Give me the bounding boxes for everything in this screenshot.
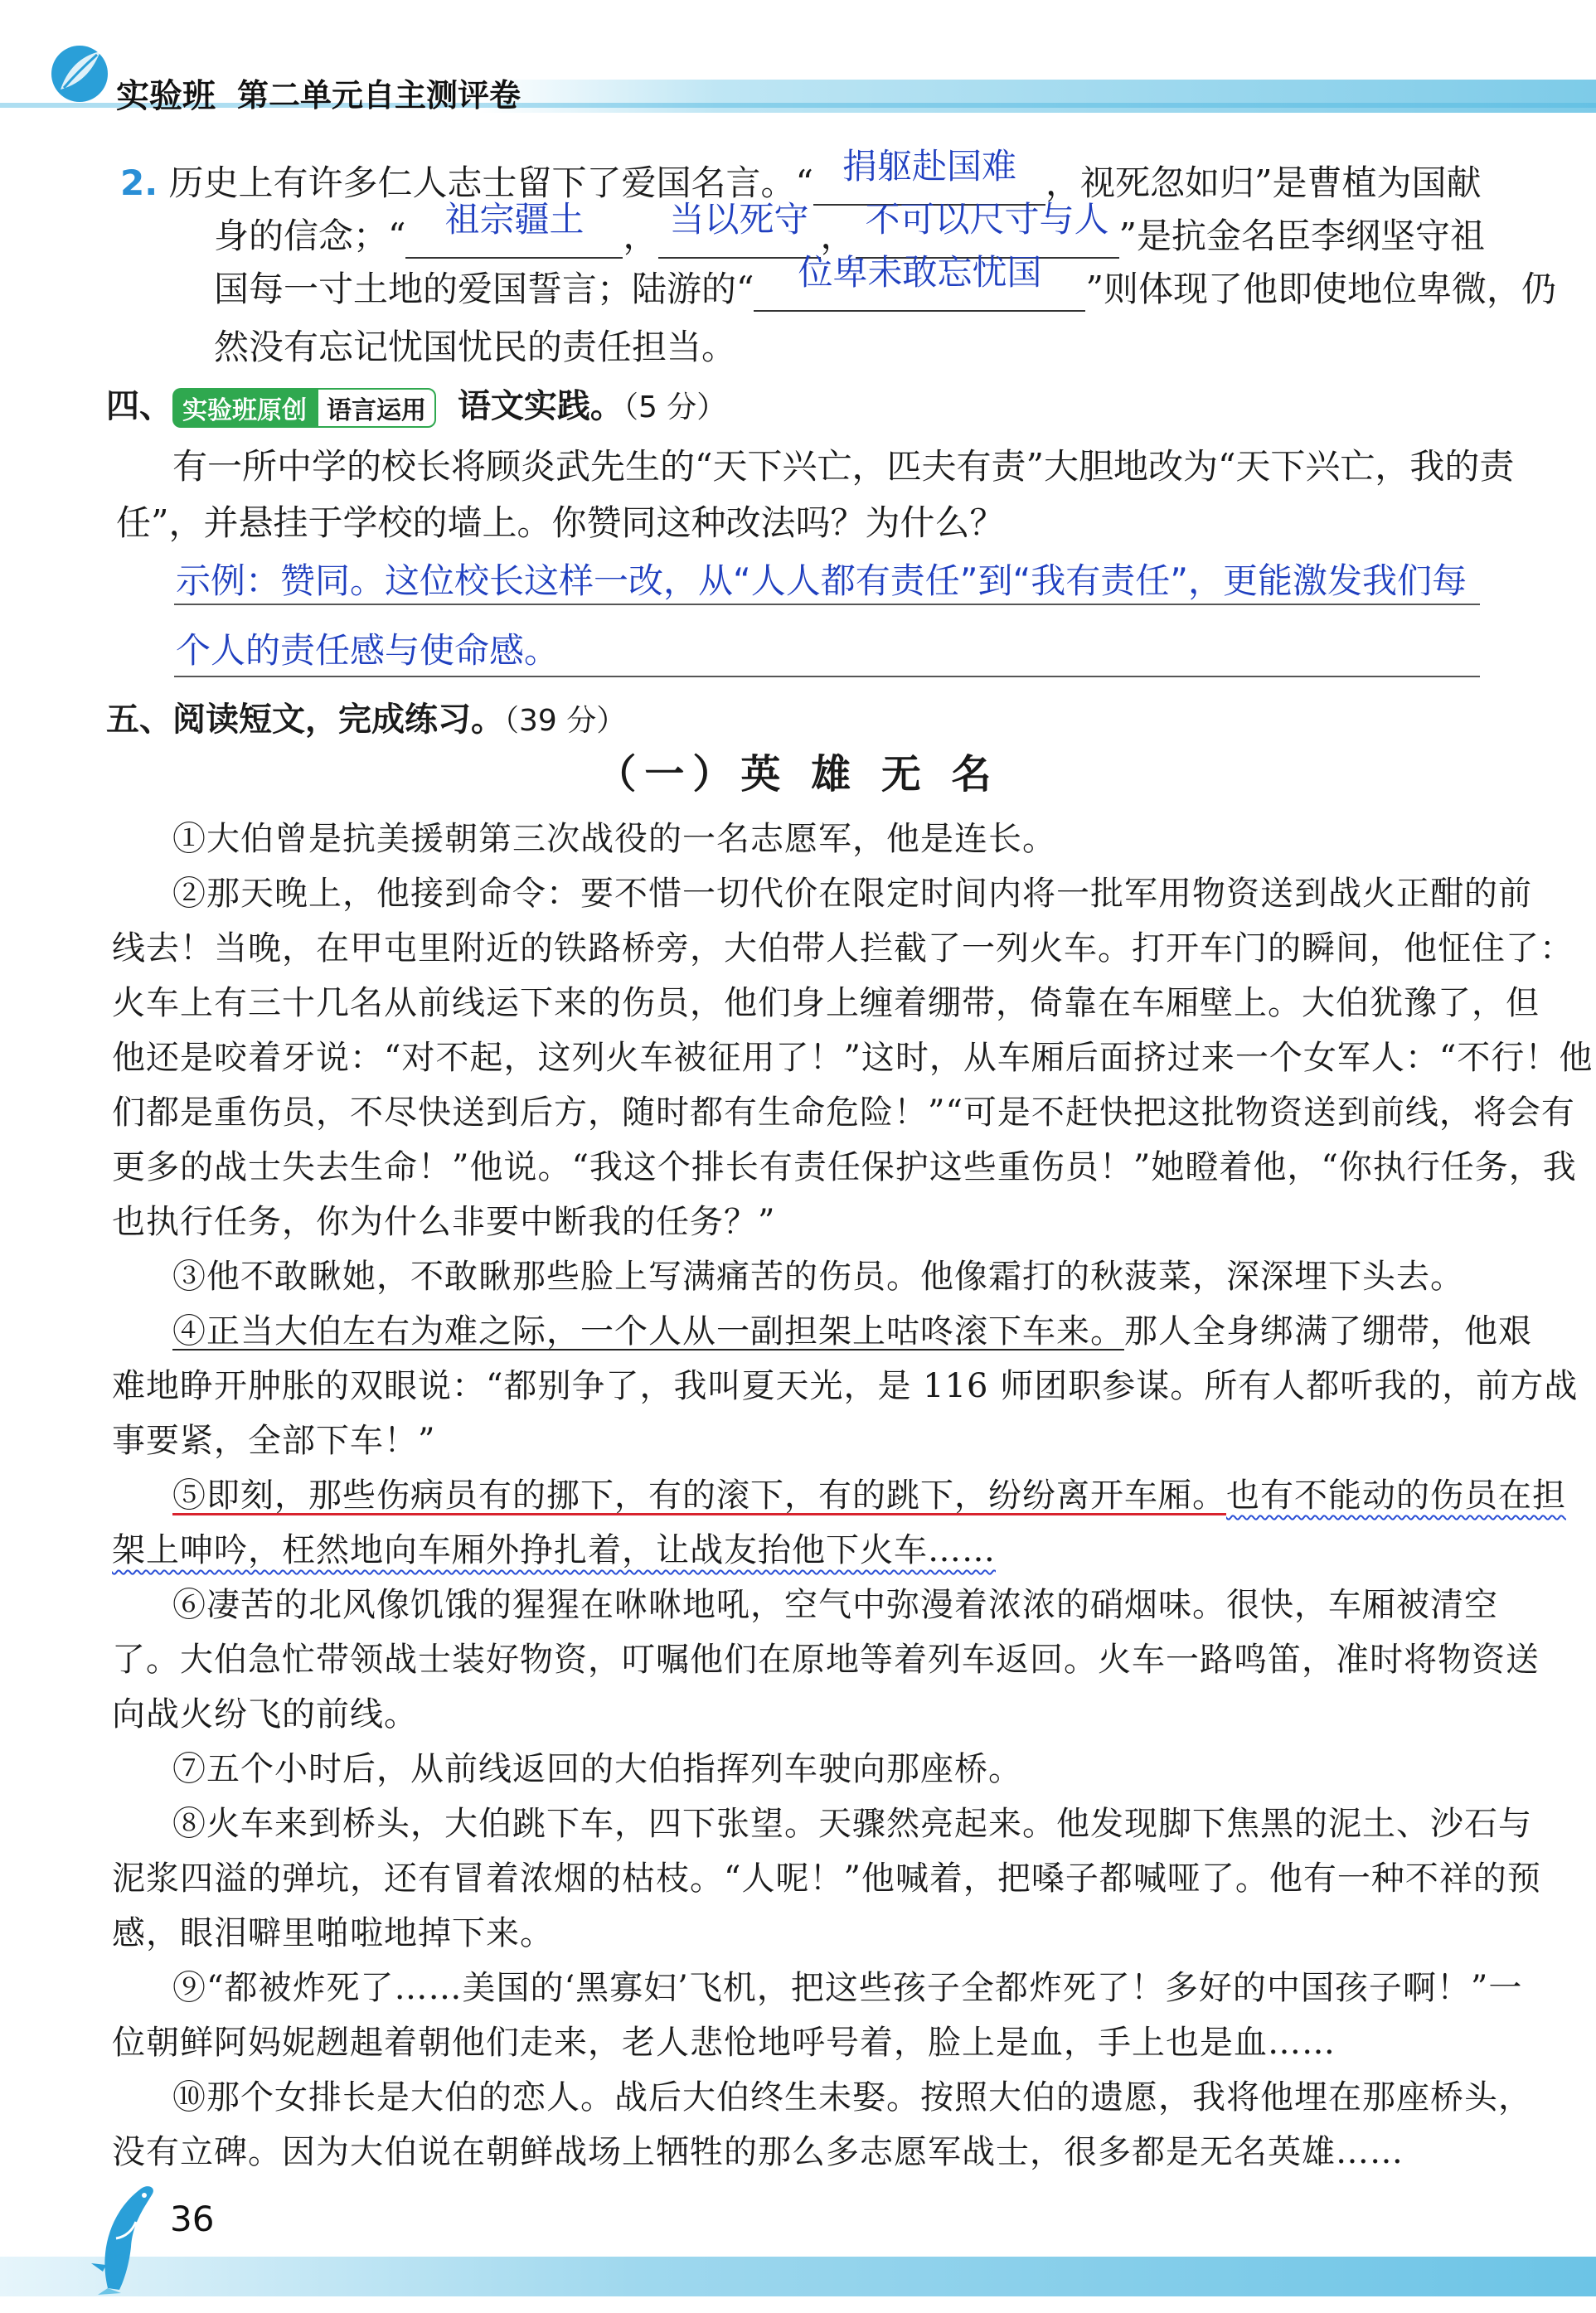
- passage-line: ⑩那个女排长是大伯的恋人。战后大伯终生未娶。按照大伯的遗愿，我将他埋在那座桥头，: [172, 2078, 1532, 2117]
- passage-line: 向战火纷飞的前线。: [112, 1695, 418, 1734]
- section4-score: （5 分）: [623, 390, 727, 424]
- underlined-sentence: ④正当大伯左右为难之际，一个人从一副担架上咕咚滚下车来。: [172, 1312, 1124, 1350]
- q2-text: 历史上有许多仁人志士留下了爱国名言。“: [168, 162, 814, 203]
- q2-answer-3: 当以死守: [669, 199, 809, 240]
- leaf-logo-icon: [46, 40, 114, 108]
- q2-answer-5: 位卑未敢忘忧国: [798, 252, 1042, 293]
- section4-answer-line-2: 个人的责任感与使命感。: [176, 630, 560, 671]
- passage-line: 位朝鲜阿妈妮趔趄着朝他们走来，老人悲怆地呼号着，脸上是血，手上也是血……: [112, 2024, 1336, 2062]
- section4-title: 语文实践。: [457, 387, 623, 425]
- passage-line: 也执行任务，你为什么非要中断我的任务？”: [112, 1203, 776, 1241]
- passage-text: 那人全身绑满了绷带，他艰: [1124, 1312, 1532, 1350]
- passage-line: [172, 1469, 1566, 1516]
- q2-text: ”则体现了他即使地位卑微，仍: [1085, 269, 1556, 309]
- q2-answer-4: 不可以尺寸与人: [865, 199, 1109, 240]
- section5-score: （39 分）: [504, 704, 627, 738]
- passage-line: 线去！当晚，在甲屯里附近的铁路桥旁，大伯带人拦截了一列火车。打开车门的瞬间，他怔住了：: [112, 929, 1574, 967]
- dolphin-icon: [83, 2172, 166, 2296]
- section4-label: 四、: [106, 387, 172, 425]
- passage-title: （一）英 雄 无 名: [596, 751, 1000, 798]
- passage-line: 没有立碑。因为大伯说在朝鲜战场上牺牲的那么多志愿军战士，很多都是无名英雄……: [112, 2133, 1404, 2171]
- q2-text: ，: [820, 216, 856, 256]
- q2-text: ”是抗金名臣李纲坚守祖: [1118, 216, 1485, 256]
- section4-question-line-1: 有一所中学的校长将顾炎武先生的“天下兴亡，匹夫有责”大胆地改为“天下兴亡，我的责: [172, 446, 1515, 487]
- q2-blank-5[interactable]: [754, 252, 1085, 312]
- passage-line: 们都是重伤员，不尽快送到后方，随时都有生命危险！”“可是不赶快把这批物资送到前线，将会有: [112, 1093, 1575, 1132]
- wavy-underlined-sentence: 架上呻吟，枉然地向车厢外挣扎着，让战友抬他下火车……: [112, 1531, 996, 1569]
- passage-line: 难地睁开肿胀的双眼说：“都别争了，我叫夏天光，是 116 师团职参谋。所有人都听我的，前方战: [112, 1367, 1579, 1405]
- passage-line: [172, 1305, 1532, 1352]
- passage-line: ⑨“都被炸死了……美国的‘黑寡妇’飞机，把这些孩子全都炸死了！多好的中国孩子啊！”一: [172, 1969, 1523, 2007]
- passage-line: ⑦五个小时后，从前线返回的大伯指挥列车驶向那座桥。: [172, 1750, 1022, 1788]
- q2-blank-2[interactable]: [405, 199, 623, 259]
- section5-heading: [106, 693, 626, 740]
- q2-line-4: 然没有忘记忧国忧民的责任担当。: [214, 327, 737, 367]
- passage-line: ⑧火车来到桥头，大伯跳下车，四下张望。天骤然亮起来。他发现脚下焦黑的泥土、沙石与: [172, 1805, 1532, 1843]
- q2-text: 身的信念；“: [214, 216, 406, 256]
- section4-answer-line-1: 示例：赞同。这位校长这样一改，从“人人都有责任”到“我有责任”，更能激发我们每: [176, 560, 1467, 601]
- section4-heading: [106, 380, 726, 428]
- passage-line: [112, 1524, 996, 1571]
- wavy-underlined-sentence: 也有不能动的伤员在担: [1226, 1477, 1566, 1515]
- passage-line: 泥浆四溢的弹坑，还有冒着浓烟的枯枝。“人呢！”他喊着，把嗓子都喊哑了。他有一种不祥的预: [112, 1860, 1541, 1898]
- header-brand: 实验班: [116, 77, 216, 115]
- page-number: 36: [170, 2199, 215, 2239]
- answer-rule-1: [174, 604, 1480, 605]
- passage-line: 事要紧，全部下车！”: [112, 1422, 436, 1460]
- section4-question-line-2: 任”，并悬挂于学校的墙上。你赞同这种改法吗？为什么？: [116, 502, 1005, 543]
- red-underlined-sentence: ⑤即刻，那些伤病员有的挪下，有的滚下，有的跳下，纷纷离开车厢。: [172, 1477, 1226, 1515]
- answer-rule-2: [174, 676, 1480, 677]
- q2-line-3: [214, 252, 1574, 312]
- q2-text: ，视死忽如归”是曹植为国献: [1045, 162, 1482, 203]
- q2-text: ，: [623, 216, 658, 256]
- passage-line: 火车上有三十几名从前线运下来的伤员，他们身上缠着绷带，倚靠在车厢壁上。大伯犹豫了，但: [112, 984, 1540, 1022]
- section5-label: 五、阅读短文，完成练习。: [106, 701, 504, 739]
- header-title: 第二单元自主测评卷: [237, 77, 521, 114]
- q2-number: 2.: [120, 162, 158, 203]
- passage-line: ③他不敢瞅她，不敢瞅那些脸上写满痛苦的伤员。他像霜打的秋菠菜，深深埋下头去。: [172, 1258, 1464, 1296]
- footer-band: [0, 2257, 1596, 2296]
- passage-line: 感，眼泪噼里啪啦地掉下来。: [112, 1914, 554, 1952]
- q2-answer-2: 祖宗疆土: [444, 199, 585, 240]
- passage-line: 他还是咬着牙说：“对不起，这列火车被征用了！”这时，从车厢后面挤过来一个女军人：“不行！他: [112, 1039, 1594, 1077]
- section4-badge-category: 语言运用: [317, 388, 436, 428]
- q2-text: 国每一寸土地的爱国誓言；陆游的“: [214, 269, 754, 309]
- q2-answer-1: 捐躯赴国难: [842, 146, 1017, 187]
- passage-line: ②那天晚上，他接到命令：要不惜一切代价在限定时间内将一批军用物资送到战火正酣的前: [172, 875, 1532, 913]
- passage-line: 了。大伯急忙带领战士装好物资，叮嘱他们在原地等着列车返回。火车一路鸣笛，准时将物资送: [112, 1641, 1540, 1679]
- passage-line: ⑥凄苦的北风像饥饿的猩猩在咻咻地吼，空气中弥漫着浓浓的硝烟味。很快，车厢被清空: [172, 1586, 1498, 1624]
- passage-line: 更多的战士失去生命！”他说。“我这个排长有责任保护这些重伤员！”她瞪着他，“你执行任务，我: [112, 1148, 1577, 1186]
- passage-line: ①大伯曾是抗美援朝第三次战役的一名志愿军，他是连长。: [172, 820, 1056, 858]
- section4-badge-original: 实验班原创: [172, 388, 317, 428]
